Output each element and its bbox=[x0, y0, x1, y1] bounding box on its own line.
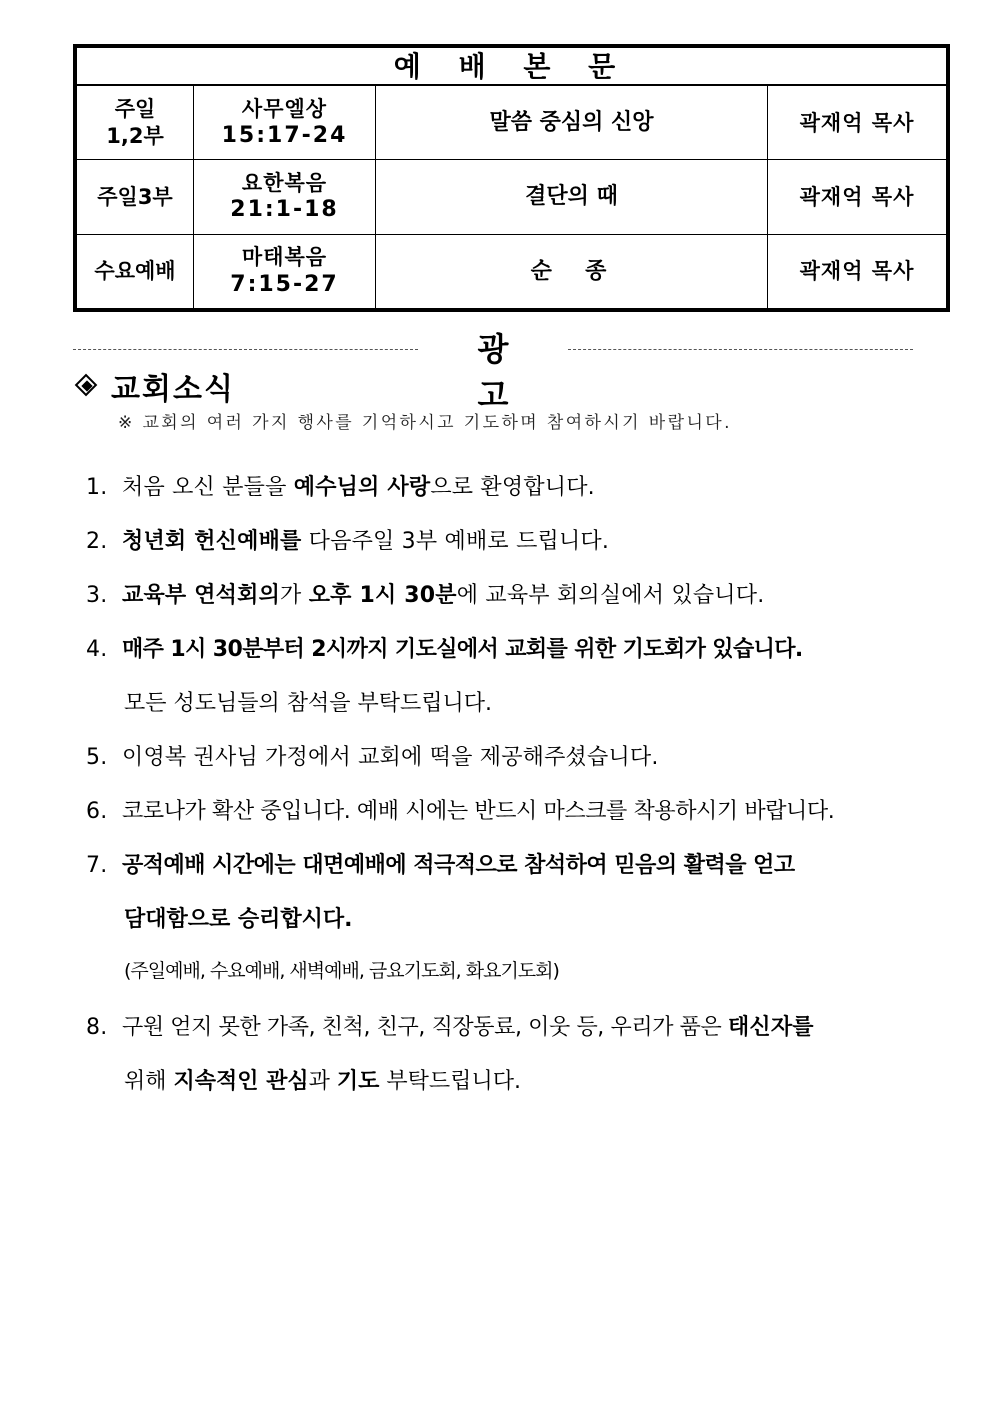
item-number: 7. bbox=[86, 853, 108, 878]
list-item bbox=[86, 524, 609, 555]
item-bold-text: 공적예배 시간에는 대면예배에 적극적으로 참석하여 믿음의 활력을 얻고 bbox=[122, 853, 795, 878]
item-number: 6. bbox=[86, 799, 108, 824]
item-text: 위해 bbox=[124, 1069, 174, 1094]
section-heading bbox=[75, 366, 235, 406]
item-number: 2. bbox=[86, 529, 108, 554]
list-item bbox=[86, 740, 659, 771]
list-item bbox=[86, 470, 595, 501]
service-name bbox=[77, 234, 194, 308]
item-bold-text: 지속적인 관심 bbox=[173, 1069, 309, 1094]
item-bold-text: 태신자를 bbox=[727, 1015, 814, 1040]
service-name bbox=[77, 85, 194, 160]
list-item bbox=[86, 632, 803, 663]
scripture-book: 사무엘상 bbox=[241, 96, 328, 121]
service-line: 1,2부 bbox=[106, 123, 164, 148]
list-item bbox=[86, 578, 764, 609]
item-number: 8. bbox=[86, 1015, 108, 1040]
item-text: 코로나가 확산 중입니다. 예배 시에는 반드시 마스크를 착용하시기 바랍니다. bbox=[122, 799, 835, 824]
item-text: 다음주일 3부 예배로 드립니다. bbox=[301, 529, 610, 554]
item-text: 으로 환영합니다. bbox=[430, 475, 595, 500]
scripture-book: 마태복음 bbox=[241, 245, 328, 270]
preacher: 곽재억 목사 bbox=[768, 160, 947, 234]
worship-title: 예 배 본 문 bbox=[77, 48, 947, 86]
scripture-verse: 7:15-27 bbox=[230, 271, 339, 297]
item-text: 부탁드립니다. bbox=[379, 1069, 521, 1094]
item-text: 처음 오신 분들을 bbox=[122, 475, 294, 500]
list-item bbox=[86, 794, 834, 825]
item-bold-text: 매주 1시 30분부터 2시까지 기도실에서 교회를 위한 기도회가 있습니다. bbox=[122, 637, 803, 662]
item-continuation: (주일예배, 수요예배, 새벽예배, 금요기도회, 화요기도회) bbox=[124, 960, 559, 982]
announcements-title: 광 고 bbox=[477, 330, 539, 414]
item-number: 3. bbox=[86, 583, 108, 608]
worship-table bbox=[73, 44, 950, 312]
scripture-ref bbox=[194, 160, 376, 234]
sermon-title: 순 종 bbox=[376, 234, 768, 308]
scripture-book: 요한복음 bbox=[241, 171, 328, 196]
section-title: 교회소식 bbox=[111, 372, 235, 407]
scripture-verse: 15:17-24 bbox=[221, 123, 348, 149]
scripture-ref bbox=[194, 234, 376, 308]
service-line: 주일 bbox=[114, 97, 156, 122]
item-continuation bbox=[124, 1064, 521, 1095]
item-text: 구원 얻지 못한 가족, 친척, 친구, 직장동료, 이웃 등, 우리가 품은 bbox=[122, 1015, 728, 1040]
sermon-title: 말씀 중심의 신앙 bbox=[376, 85, 768, 160]
item-number: 4. bbox=[86, 637, 108, 662]
item-continuation: 담대함으로 승리합시다. bbox=[124, 907, 353, 932]
table-row bbox=[77, 234, 947, 308]
diamond-bullet-icon bbox=[75, 374, 99, 398]
table-row bbox=[77, 160, 947, 234]
item-text: 에 교육부 회의실에서 있습니다. bbox=[456, 583, 765, 608]
scripture-ref bbox=[194, 85, 376, 160]
section-note: ※ 교회의 여러 가지 행사를 기억하시고 기도하며 참여하시기 바랍니다. bbox=[118, 413, 732, 433]
scripture-verse: 21:1-18 bbox=[230, 197, 339, 223]
list-item bbox=[86, 1010, 814, 1041]
item-bold-text: 교육부 연석회의 bbox=[122, 583, 281, 608]
item-number: 5. bbox=[86, 745, 108, 770]
divider bbox=[73, 349, 418, 350]
item-text: 이영복 권사님 가정에서 교회에 떡을 제공해주셨습니다. bbox=[122, 745, 659, 770]
list-item bbox=[86, 848, 795, 879]
service-line: 수요예배 bbox=[94, 259, 176, 284]
item-text: 가 bbox=[280, 583, 309, 608]
preacher: 곽재억 목사 bbox=[768, 85, 947, 160]
service-line: 주일3부 bbox=[97, 184, 173, 209]
sermon-title: 결단의 때 bbox=[376, 160, 768, 234]
item-bold-text: 예수님의 사랑 bbox=[293, 475, 431, 500]
preacher: 곽재억 목사 bbox=[768, 234, 947, 308]
item-number: 1. bbox=[86, 475, 108, 500]
divider bbox=[568, 349, 913, 350]
item-bold-text: 오후 1시 30분 bbox=[308, 583, 457, 608]
item-bold-text: 기도 bbox=[336, 1069, 380, 1094]
item-bold-text: 청년회 헌신예배를 bbox=[122, 529, 302, 554]
item-text: 과 bbox=[308, 1069, 337, 1094]
item-continuation: 모든 성도님들의 참석을 부탁드립니다. bbox=[124, 691, 493, 716]
table-row bbox=[77, 85, 947, 160]
service-name bbox=[77, 160, 194, 234]
